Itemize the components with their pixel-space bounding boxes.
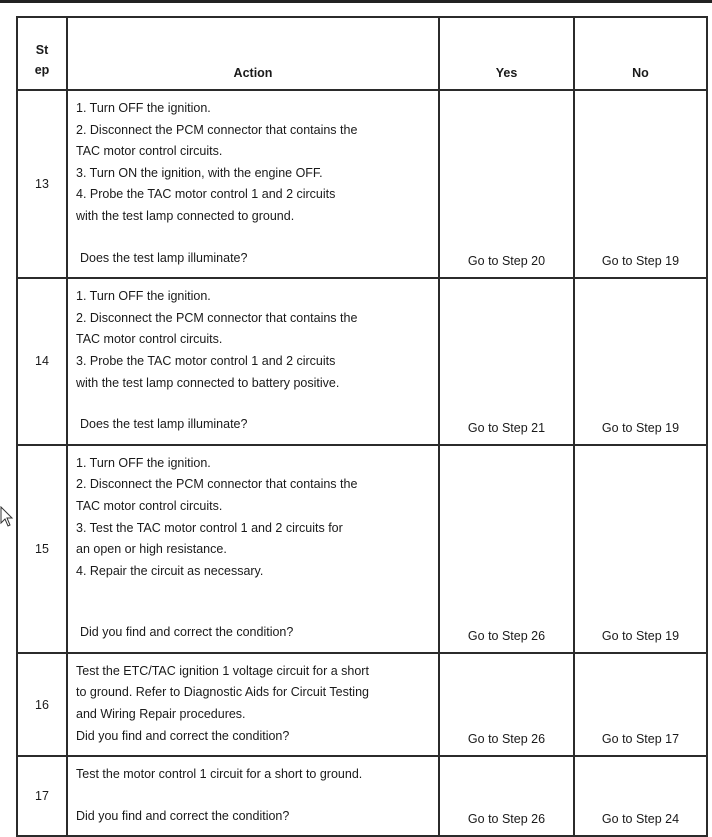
header-no: No	[574, 17, 707, 90]
table-row	[17, 445, 707, 653]
table-row	[17, 90, 707, 278]
action-line: 1. Turn OFF the ignition.	[76, 289, 211, 304]
diagnostic-table	[16, 16, 708, 837]
yes-result: Go to Step 21	[439, 278, 574, 445]
action-question: Does the test lamp illuminate?	[80, 250, 248, 265]
table-row	[17, 278, 707, 445]
action-line: 4. Probe the TAC motor control 1 and 2 circuits	[76, 187, 336, 202]
action-line: Test the ETC/TAC ignition 1 voltage circuit for a short	[76, 663, 369, 678]
table-row	[17, 653, 707, 756]
no-result: Go to Step 19	[574, 278, 707, 445]
action-line: 1. Turn OFF the ignition.	[76, 455, 211, 470]
action-line: to ground. Refer to Diagnostic Aids for Circuit Testing	[76, 685, 369, 700]
action-question: Did you find and correct the condition?	[80, 625, 294, 640]
action-line: 3. Turn ON the ignition, with the engine OFF.	[76, 165, 323, 180]
action-line: with the test lamp connected to battery positive.	[76, 375, 340, 390]
yes-result: Go to Step 20	[439, 90, 574, 278]
no-result: Go to Step 19	[574, 445, 707, 653]
yes-result: Go to Step 26	[439, 445, 574, 653]
action-cell	[67, 278, 439, 445]
action-line: 2. Disconnect the PCM connector that contains the	[76, 122, 358, 137]
header-row	[17, 17, 707, 90]
action-line: with the test lamp connected to ground.	[76, 208, 295, 223]
action-line: 3. Probe the TAC motor control 1 and 2 circuits	[76, 353, 336, 368]
action-question: Did you find and correct the condition?	[76, 808, 290, 823]
yes-result: Go to Step 26	[439, 756, 574, 836]
header-action: Action	[67, 17, 439, 90]
action-line: Did you find and correct the condition?	[76, 728, 290, 743]
no-result: Go to Step 24	[574, 756, 707, 836]
step-number: 16	[17, 653, 67, 756]
action-line: 2. Disconnect the PCM connector that contains the	[76, 477, 358, 492]
action-question: Does the test lamp illuminate?	[80, 417, 248, 432]
action-line: 3. Test the TAC motor control 1 and 2 circuits for	[76, 520, 343, 535]
mouse-pointer-icon	[0, 506, 14, 528]
action-line: 1. Turn OFF the ignition.	[76, 101, 211, 115]
action-cell	[67, 90, 439, 278]
action-line: TAC motor control circuits.	[76, 332, 223, 347]
action-cell	[67, 653, 439, 756]
action-line: 4. Repair the circuit as necessary.	[76, 563, 264, 578]
yes-result: Go to Step 26	[439, 653, 574, 756]
action-line: TAC motor control circuits.	[76, 498, 223, 513]
action-line: and Wiring Repair procedures.	[76, 707, 246, 722]
action-line: Test the motor control 1 circuit for a short to ground.	[76, 767, 363, 782]
header-yes: Yes	[439, 17, 574, 90]
action-cell	[67, 445, 439, 653]
action-line: 2. Disconnect the PCM connector that contains the	[76, 310, 358, 325]
no-result: Go to Step 17	[574, 653, 707, 756]
step-number: 14	[17, 278, 67, 445]
action-cell	[67, 756, 439, 836]
action-line: an open or high resistance.	[76, 542, 227, 557]
table-row	[17, 756, 707, 836]
header-step: St ep	[17, 17, 67, 90]
step-number: 17	[17, 756, 67, 836]
top-border-line	[0, 0, 712, 3]
step-number: 13	[17, 90, 67, 278]
action-line: TAC motor control circuits.	[76, 144, 223, 159]
no-result: Go to Step 19	[574, 90, 707, 278]
step-number: 15	[17, 445, 67, 653]
